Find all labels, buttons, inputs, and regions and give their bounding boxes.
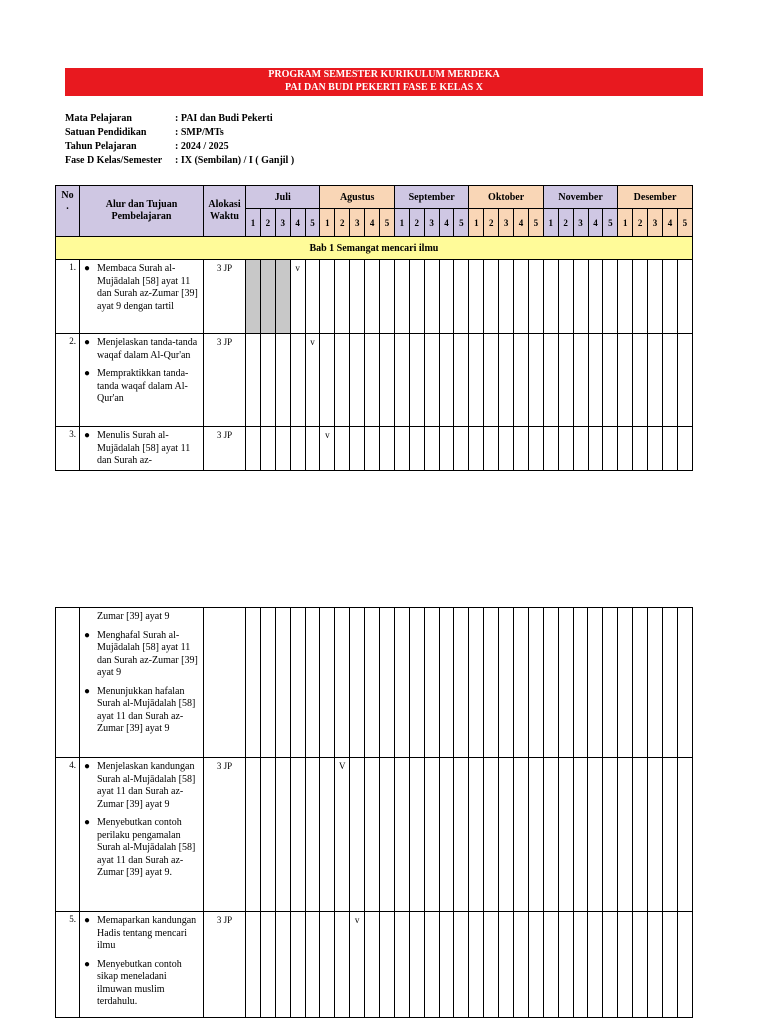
row-number — [56, 608, 80, 758]
week-cell — [350, 758, 365, 912]
week-cell — [469, 427, 484, 471]
week-cell — [305, 427, 320, 471]
title-line-1: PROGRAM SEMESTER KURIKULUM MERDEKA — [268, 69, 500, 80]
week-cell — [499, 427, 514, 471]
week-cell — [424, 260, 439, 334]
week-cell — [290, 608, 305, 758]
week-cell — [365, 334, 380, 427]
week-cell — [603, 334, 618, 427]
row-number: 4. — [56, 758, 80, 912]
week-cell — [558, 427, 573, 471]
week-cell — [335, 334, 350, 427]
week-cell — [275, 912, 290, 1018]
week-cell — [246, 912, 261, 1018]
week-cell — [663, 260, 678, 334]
week-cell — [305, 912, 320, 1018]
week-cell — [380, 758, 395, 912]
week-cell — [677, 912, 692, 1018]
week-cell — [380, 912, 395, 1018]
objective-list — [84, 263, 201, 313]
meta-key: Tahun Pelajaran — [65, 141, 137, 152]
week-cell — [454, 334, 469, 427]
week-cell — [290, 427, 305, 471]
month-header: Agustus — [320, 186, 394, 209]
week-cell — [350, 608, 365, 758]
week-cell — [394, 608, 409, 758]
week-cell — [514, 912, 529, 1018]
week-cell — [618, 758, 633, 912]
week-number: 4 — [290, 209, 305, 237]
week-cell — [335, 427, 350, 471]
week-cell — [246, 260, 261, 334]
week-number: 3 — [573, 209, 588, 237]
week-cell — [633, 260, 648, 334]
objective-item: ● Memaparkan kandungan Hadis tentang mencari ilmu — [84, 915, 201, 953]
week-cell — [394, 758, 409, 912]
week-cell — [633, 912, 648, 1018]
week-number: 2 — [558, 209, 573, 237]
week-number: 1 — [469, 209, 484, 237]
week-cell — [246, 608, 261, 758]
chapter-row — [56, 237, 693, 260]
week-cell — [662, 912, 677, 1018]
week-cell — [335, 260, 350, 334]
week-cell — [603, 427, 618, 471]
week-cell — [603, 912, 618, 1018]
week-number: 2 — [633, 209, 648, 237]
row-number: 3. — [56, 427, 80, 471]
week-cell — [528, 912, 543, 1018]
week-cell — [618, 334, 633, 427]
week-cell — [260, 758, 275, 912]
allocation-cell: 3 JP — [204, 912, 246, 1018]
week-cell — [439, 758, 454, 912]
week-cell — [648, 334, 663, 427]
week-cell — [484, 608, 499, 758]
meta-key: Satuan Pendidikan — [65, 127, 147, 138]
week-cell — [305, 608, 320, 758]
objective-cell — [80, 608, 204, 758]
week-cell — [275, 334, 290, 427]
objective-cell — [80, 334, 204, 427]
week-cell — [409, 260, 424, 334]
week-cell — [603, 758, 618, 912]
table-row — [56, 608, 693, 758]
week-number: 2 — [409, 209, 424, 237]
meta-key: Fase D Kelas/Semester — [65, 155, 163, 166]
week-number: 5 — [677, 209, 692, 237]
week-cell — [528, 758, 543, 912]
week-number: 4 — [663, 209, 678, 237]
week-number: 5 — [380, 209, 395, 237]
week-cell — [543, 427, 558, 471]
week-number: 1 — [394, 209, 409, 237]
week-cell — [499, 260, 514, 334]
week-cell — [365, 912, 380, 1018]
allocation-cell: 3 JP — [204, 334, 246, 427]
week-cell — [588, 758, 603, 912]
week-cell — [454, 260, 469, 334]
meta-row — [65, 140, 294, 154]
week-cell — [588, 334, 603, 427]
week-cell — [514, 758, 529, 912]
week-cell — [499, 758, 514, 912]
week-cell — [633, 758, 648, 912]
week-cell — [648, 427, 663, 471]
week-cell — [588, 608, 603, 758]
week-cell — [335, 912, 350, 1018]
week-cell — [290, 912, 305, 1018]
schedule-table-page2 — [55, 607, 693, 1018]
week-cell — [618, 608, 633, 758]
week-cell — [424, 334, 439, 427]
objective-list — [84, 430, 201, 468]
week-number: 3 — [499, 209, 514, 237]
week-cell — [484, 334, 499, 427]
week-cell — [394, 912, 409, 1018]
meta-row — [65, 112, 294, 126]
week-cell — [543, 912, 558, 1018]
week-cell — [484, 427, 499, 471]
week-cell — [677, 427, 692, 471]
week-cell — [380, 608, 395, 758]
meta-value: : IX (Sembilan) / I ( Ganjil ) — [175, 155, 295, 166]
week-cell — [290, 758, 305, 912]
week-cell — [618, 912, 633, 1018]
week-mark: v — [305, 334, 320, 427]
week-number: 4 — [365, 209, 380, 237]
week-cell — [260, 427, 275, 471]
month-header: September — [394, 186, 468, 209]
week-cell — [380, 334, 395, 427]
week-cell — [439, 260, 454, 334]
week-cell — [484, 758, 499, 912]
objective-item: ● Menunjukkan hafalan Surah al-Mujādalah [58] ayat 11 dan Surah az-Zumar [39] ayat 9 — [84, 686, 201, 736]
week-number: 1 — [320, 209, 335, 237]
week-number: 1 — [618, 209, 633, 237]
week-cell — [275, 427, 290, 471]
week-mark: V — [335, 758, 350, 912]
week-cell — [558, 912, 573, 1018]
week-cell — [380, 427, 395, 471]
meta-row — [65, 154, 294, 168]
week-cell — [439, 608, 454, 758]
week-cell — [469, 608, 484, 758]
objective-cell — [80, 427, 204, 471]
week-cell — [543, 758, 558, 912]
objective-item: ● Menulis Surah al-Mujādalah [58] ayat 11 dan Surah az- — [84, 430, 201, 468]
week-cell — [648, 260, 663, 334]
table-row — [56, 334, 693, 427]
week-cell — [454, 758, 469, 912]
week-cell — [663, 334, 678, 427]
week-number: 3 — [275, 209, 290, 237]
week-cell — [677, 334, 692, 427]
week-cell — [469, 758, 484, 912]
week-cell — [677, 260, 692, 334]
objective-list — [84, 630, 201, 736]
week-cell — [603, 608, 618, 758]
objective-item: ● Menyebutkan contoh perilaku pengamalan Surah al-Mujādalah [58] ayat 11 dan Surah az-Zumar [39] ayat 9. — [84, 817, 201, 880]
objective-list — [84, 337, 201, 406]
objective-item: ● Menjelaskan tanda-tanda waqaf dalam Al-Qur'an — [84, 337, 201, 362]
table-row — [56, 427, 693, 471]
table-row — [56, 912, 693, 1018]
week-cell — [246, 334, 261, 427]
week-cell — [573, 608, 588, 758]
week-cell — [454, 608, 469, 758]
week-cell — [320, 912, 335, 1018]
document-meta — [65, 112, 294, 168]
objective-item: ● Menghafal Surah al-Mujādalah [58] ayat 11 dan Surah az-Zumar [39] ayat 9 — [84, 630, 201, 680]
week-cell — [409, 912, 424, 1018]
allocation-cell: 3 JP — [204, 758, 246, 912]
week-cell — [514, 608, 529, 758]
week-cell — [454, 912, 469, 1018]
week-cell — [499, 608, 514, 758]
week-number: 5 — [528, 209, 543, 237]
week-cell — [633, 608, 648, 758]
objective-continuation: Zumar [39] ayat 9 — [97, 611, 170, 622]
week-number: 1 — [543, 209, 558, 237]
week-cell — [588, 912, 603, 1018]
week-cell — [528, 334, 543, 427]
week-number: 3 — [424, 209, 439, 237]
week-cell — [439, 334, 454, 427]
title-banner — [65, 68, 703, 96]
week-cell — [663, 427, 678, 471]
week-cell — [528, 608, 543, 758]
week-mark: v — [290, 260, 305, 334]
objective-list — [84, 915, 201, 1009]
week-cell — [260, 260, 275, 334]
month-header: Juli — [246, 186, 320, 209]
month-header: Oktober — [469, 186, 543, 209]
table-row — [56, 758, 693, 912]
week-number: 5 — [454, 209, 469, 237]
week-cell — [365, 608, 380, 758]
week-cell — [246, 758, 261, 912]
week-cell — [469, 912, 484, 1018]
week-cell — [543, 334, 558, 427]
week-cell — [335, 608, 350, 758]
meta-key: Mata Pelajaran — [65, 113, 132, 124]
week-cell — [260, 912, 275, 1018]
week-cell — [648, 912, 663, 1018]
month-header: Desember — [618, 186, 692, 209]
week-mark: v — [320, 427, 335, 471]
week-cell — [424, 912, 439, 1018]
week-cell — [677, 608, 692, 758]
week-cell — [633, 427, 648, 471]
week-cell — [618, 427, 633, 471]
allocation-cell — [204, 608, 246, 758]
row-number: 1. — [56, 260, 80, 334]
week-cell — [499, 912, 514, 1018]
week-number: 1 — [246, 209, 261, 237]
objective-cell — [80, 260, 204, 334]
objective-cell — [80, 758, 204, 912]
week-cell — [424, 427, 439, 471]
week-cell — [662, 758, 677, 912]
week-cell — [394, 260, 409, 334]
week-cell — [648, 608, 663, 758]
week-cell — [618, 260, 633, 334]
week-cell — [394, 427, 409, 471]
week-cell — [558, 334, 573, 427]
week-cell — [275, 260, 290, 334]
week-number: 3 — [350, 209, 365, 237]
week-cell — [320, 260, 335, 334]
week-cell — [558, 260, 573, 334]
week-cell — [394, 334, 409, 427]
week-cell — [558, 758, 573, 912]
week-cell — [514, 260, 529, 334]
week-cell — [424, 608, 439, 758]
header-no: No . — [56, 186, 80, 237]
week-cell — [662, 608, 677, 758]
week-cell — [320, 608, 335, 758]
week-cell — [469, 260, 484, 334]
week-cell — [424, 758, 439, 912]
week-number: 2 — [484, 209, 499, 237]
week-cell — [573, 334, 588, 427]
objective-item: ● Mempraktikkan tanda-tanda waqaf dalam Al-Qur'an — [84, 368, 201, 406]
week-cell — [290, 334, 305, 427]
week-cell — [633, 334, 648, 427]
week-cell — [588, 427, 603, 471]
week-cell — [528, 427, 543, 471]
week-number: 2 — [260, 209, 275, 237]
meta-value: : SMP/MTs — [175, 127, 224, 138]
objective-item: ● Membaca Surah al-Mujādalah [58] ayat 11 dan Surah az-Zumar [39] ayat 9 dengan tartil — [84, 263, 201, 313]
week-number: 4 — [439, 209, 454, 237]
week-cell — [275, 608, 290, 758]
week-cell — [320, 758, 335, 912]
week-cell — [558, 608, 573, 758]
week-number: 5 — [603, 209, 618, 237]
week-cell — [320, 334, 335, 427]
week-cell — [365, 427, 380, 471]
meta-row — [65, 126, 294, 140]
week-cell — [439, 427, 454, 471]
schedule-table-page1 — [55, 185, 693, 471]
week-cell — [648, 758, 663, 912]
week-cell — [246, 427, 261, 471]
week-cell — [454, 427, 469, 471]
week-cell — [275, 758, 290, 912]
week-cell — [677, 758, 692, 912]
week-number: 2 — [335, 209, 350, 237]
week-cell — [484, 912, 499, 1018]
week-cell — [484, 260, 499, 334]
week-cell — [260, 334, 275, 427]
week-cell — [260, 608, 275, 758]
week-cell — [543, 608, 558, 758]
table-row — [56, 260, 693, 334]
week-cell — [365, 758, 380, 912]
header-alokasi: Alokasi Waktu — [204, 186, 246, 237]
week-cell — [514, 427, 529, 471]
week-cell — [305, 758, 320, 912]
week-mark: v — [350, 912, 365, 1018]
week-cell — [573, 260, 588, 334]
row-number: 2. — [56, 334, 80, 427]
week-cell — [514, 334, 529, 427]
week-cell — [409, 608, 424, 758]
week-cell — [439, 912, 454, 1018]
header-row-months — [56, 186, 693, 209]
month-header: November — [543, 186, 618, 209]
week-cell — [499, 334, 514, 427]
week-cell — [350, 427, 365, 471]
week-cell — [543, 260, 558, 334]
week-cell — [603, 260, 618, 334]
objective-item: ● Menyebutkan contoh sikap meneladani ilmuwan muslim terdahulu. — [84, 959, 201, 1009]
row-number: 5. — [56, 912, 80, 1018]
objective-list — [84, 761, 201, 880]
week-number: 3 — [648, 209, 663, 237]
allocation-cell: 3 JP — [204, 427, 246, 471]
week-number: 5 — [305, 209, 320, 237]
week-number: 4 — [514, 209, 529, 237]
objective-item: ● Menjelaskan kandungan Surah al-Mujādalah [58] ayat 11 dan Surah az-Zumar [39] ayat 9 — [84, 761, 201, 811]
objective-cell — [80, 912, 204, 1018]
week-cell — [469, 334, 484, 427]
week-cell — [380, 260, 395, 334]
allocation-cell: 3 JP — [204, 260, 246, 334]
week-cell — [365, 260, 380, 334]
meta-value: : PAI dan Budi Pekerti — [175, 113, 273, 124]
week-cell — [409, 758, 424, 912]
chapter-title: Bab 1 Semangat mencari ilmu — [56, 237, 693, 260]
week-cell — [409, 334, 424, 427]
week-cell — [588, 260, 603, 334]
week-cell — [573, 912, 588, 1018]
week-cell — [573, 427, 588, 471]
week-cell — [409, 427, 424, 471]
meta-value: : 2024 / 2025 — [175, 141, 229, 152]
week-number: 4 — [588, 209, 603, 237]
week-cell — [573, 758, 588, 912]
header-alur: Alur dan Tujuan Pembelajaran — [80, 186, 204, 237]
week-cell — [528, 260, 543, 334]
title-line-2: PAI DAN BUDI PEKERTI FASE E KELAS X — [285, 82, 483, 93]
week-cell — [350, 334, 365, 427]
week-cell — [350, 260, 365, 334]
week-cell — [305, 260, 320, 334]
